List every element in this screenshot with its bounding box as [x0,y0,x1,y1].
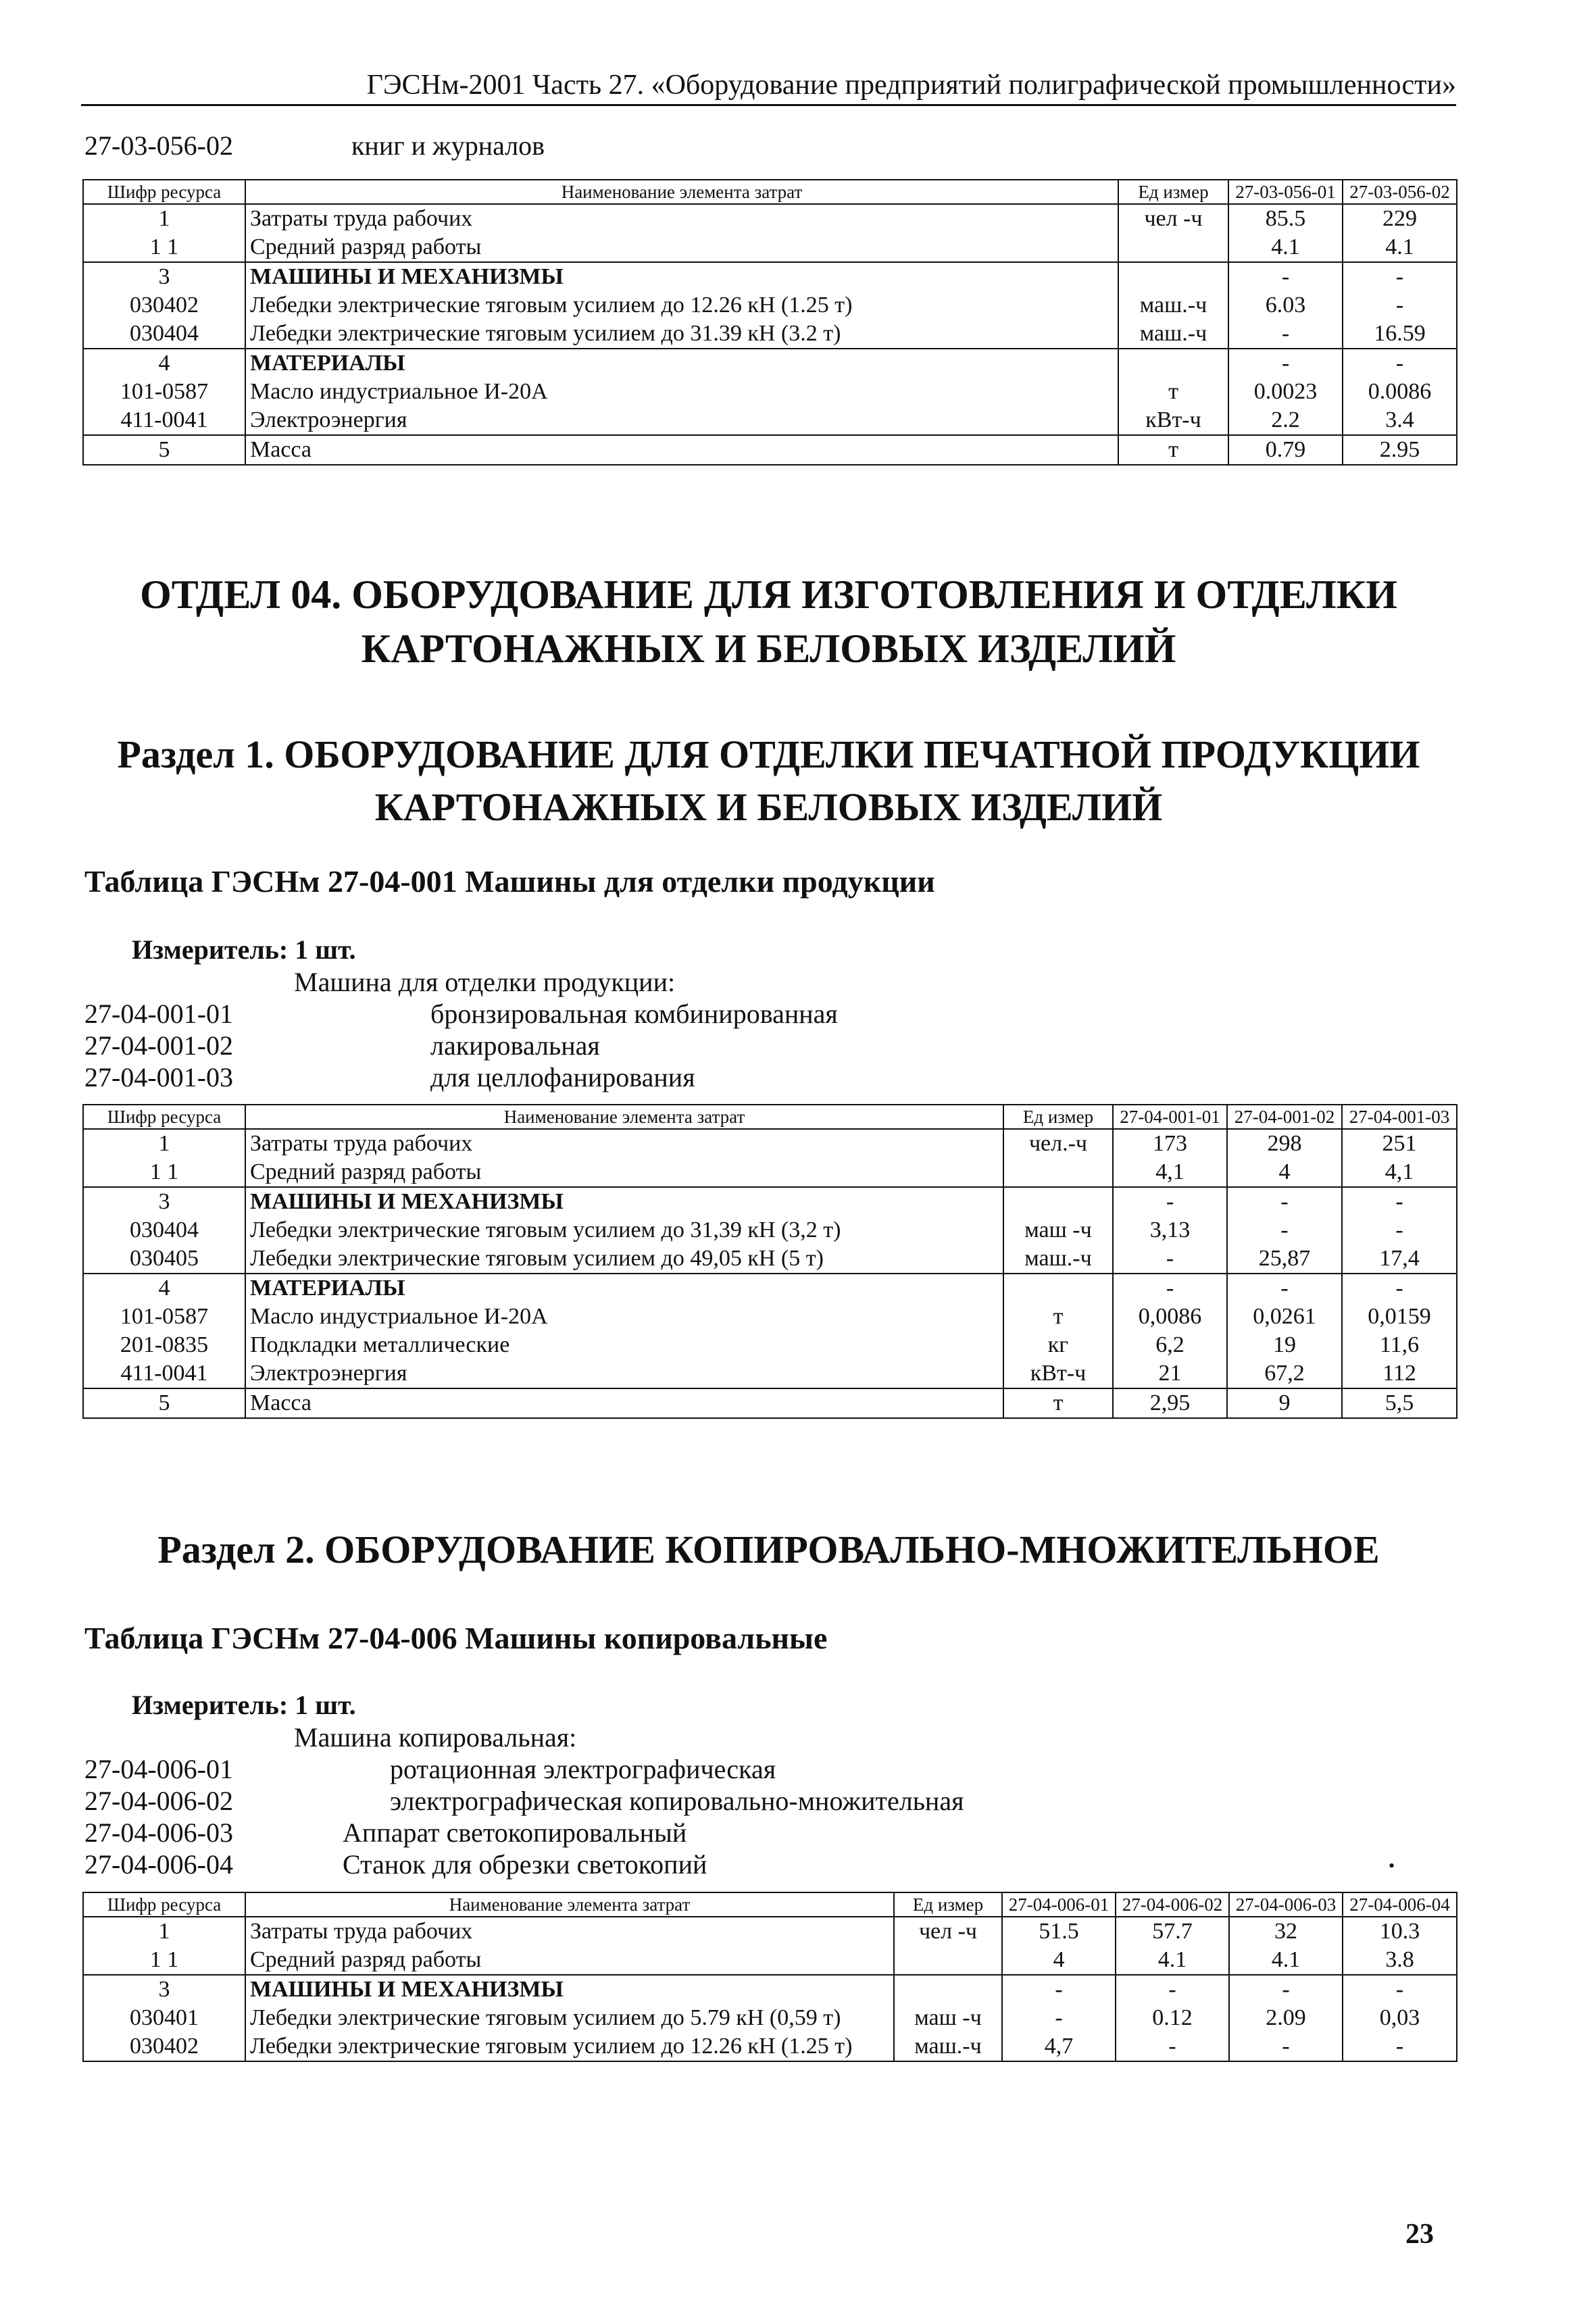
cost-element-cell: Средний разряд работы [245,1946,894,1975]
value-cell: 229 [1343,204,1457,233]
item-code: 27-04-006-01 [84,1754,233,1784]
unit-cell: т [1118,435,1228,465]
column-header: Наименование элемента затрат [245,180,1118,204]
value-cell: 51.5 [1002,1917,1116,1946]
table-row [83,2032,1457,2061]
resource-code-cell: 1 1 [83,233,245,262]
item-row [84,1817,964,1848]
value-cell: - [1116,1975,1229,2004]
value-cell: 0,0159 [1342,1303,1457,1331]
cost-element-cell: Масса [245,1388,1003,1418]
unit-cell: т [1118,378,1228,406]
table-row [83,1359,1457,1388]
item-name: лакировальная [430,1030,600,1061]
value-cell: 173 [1113,1129,1227,1158]
value-cell: - [1227,1216,1342,1244]
unit-cell: кВт-ч [1118,406,1228,435]
value-cell: - [1229,2032,1343,2061]
column-header: Наименование элемента затрат [245,1105,1003,1129]
value-cell: 4.1 [1343,233,1457,262]
value-cell: 4,7 [1002,2032,1116,2061]
item-name: Аппарат светокопировальный [343,1817,687,1848]
item-code: 27-04-006-04 [84,1849,233,1880]
resource-code-cell: 030405 [83,1244,245,1274]
value-cell: 19 [1227,1331,1342,1359]
unit-cell [894,1946,1002,1975]
resource-code-cell: 030402 [83,2032,245,2061]
unit-cell: маш -ч [894,2004,1002,2032]
value-cell: 11,6 [1342,1331,1457,1359]
resource-code-cell: 1 1 [83,1158,245,1187]
value-cell: 17,4 [1342,1244,1457,1274]
column-header: 27-04-001-02 [1227,1105,1342,1129]
value-cell: 4,1 [1113,1158,1227,1187]
value-cell: - [1227,1187,1342,1216]
value-cell: 6.03 [1228,291,1343,320]
value-cell: 0.0086 [1343,378,1457,406]
razdel-1-title-line-2: КАРТОНАЖНЫХ И БЕЛОВЫХ ИЗДЕЛИЙ [374,785,1163,829]
value-cell: - [1228,320,1343,349]
item-code: 27-04-001-02 [84,1030,233,1061]
resource-code-cell: 030402 [83,291,245,320]
cost-element-cell: Лебедки электрические тяговым усилием до 49,05 кН (5 т) [245,1244,1003,1274]
value-cell: 67,2 [1227,1359,1342,1388]
table-row [83,406,1457,435]
cost-element-cell: Лебедки электрические тяговым усилием до 31,39 кН (3,2 т) [245,1216,1003,1244]
table-2-title: Таблица ГЭСНм 27-04-006 Машины копировальные [84,1621,828,1655]
resource-code-cell: 030404 [83,1216,245,1244]
item-list-lead: Машина копировальная: [294,1722,577,1753]
cost-element-cell: Затраты труда рабочих [245,1917,894,1946]
value-cell: 2.95 [1343,435,1457,465]
value-cell: 21 [1113,1359,1227,1388]
table-1-meter-value: 1 шт. [295,934,356,965]
value-cell: 2.2 [1228,406,1343,435]
resource-code-cell: 3 [83,1187,245,1216]
resource-code-cell: 1 [83,1917,245,1946]
unit-cell: т [1003,1303,1113,1331]
value-cell: - [1342,1216,1457,1244]
table-1-meter-label: Измеритель: [132,934,289,965]
item-code: 27-04-006-02 [84,1786,233,1816]
header-row [83,180,1457,204]
table-1-item-list [84,966,838,1093]
column-header: 27-04-001-01 [1113,1105,1227,1129]
unit-cell: чел.-ч [1003,1129,1113,1158]
value-cell: 85.5 [1228,204,1343,233]
unit-cell [894,1975,1002,2004]
table-row [83,233,1457,262]
value-cell: - [1229,1975,1343,2004]
unit-cell [1118,262,1228,291]
value-cell: - [1343,2032,1457,2061]
item-name: ротационная электрографическая [390,1754,776,1784]
table-row [83,1158,1457,1187]
column-header: Шифр ресурса [83,180,245,204]
value-cell: - [1113,1274,1227,1303]
unit-cell: чел -ч [1118,204,1228,233]
value-cell: - [1343,291,1457,320]
cost-element-cell: МАШИНЫ И МЕХАНИЗМЫ [245,262,1118,291]
cost-element-cell: МАШИНЫ И МЕХАНИЗМЫ [245,1187,1003,1216]
cost-element-cell: Подкладки металлические [245,1331,1003,1359]
item-code: 27-04-001-03 [84,1062,233,1092]
value-cell: 0.0023 [1228,378,1343,406]
table-row [83,1244,1457,1274]
cost-element-cell: Затраты труда рабочих [245,1129,1003,1158]
value-cell: 0.79 [1228,435,1343,465]
column-header: Шифр ресурса [83,1105,245,1129]
cost-element-cell: МАТЕРИАЛЫ [245,349,1118,378]
value-cell: 4 [1002,1946,1116,1975]
razdel-1-title-line-1: Раздел 1. ОБОРУДОВАНИЕ ДЛЯ ОТДЕЛКИ ПЕЧАТНОЙ ПРОДУКЦИИ [117,732,1420,776]
item-name: Станок для обрезки светокопий [343,1849,707,1880]
item-name: для целлофанирования [430,1062,695,1092]
value-cell: 0.12 [1116,2004,1229,2032]
cost-element-cell: МАТЕРИАЛЫ [245,1274,1003,1303]
resource-code-cell: 101-0587 [83,1303,245,1331]
resource-code-cell: 030401 [83,2004,245,2032]
resource-code-cell: 1 [83,1129,245,1158]
column-header: 27-04-006-04 [1343,1892,1457,1917]
value-cell: 3.4 [1343,406,1457,435]
cost-element-cell: Электроэнергия [245,406,1118,435]
cost-element-cell: Лебедки электрические тяговым усилием до 12.26 кН (1.25 т) [245,2032,894,2061]
column-header: Ед измер [1118,180,1228,204]
value-cell: 2,95 [1113,1388,1227,1418]
column-header: Ед измер [1003,1105,1113,1129]
header-rule [81,104,1456,106]
item-code: 27-04-001-01 [84,999,233,1029]
value-cell: - [1343,262,1457,291]
unit-cell: маш.-ч [1003,1244,1113,1274]
resource-code-cell: 3 [83,262,245,291]
item-name: электрографическая копировально-множительная [390,1786,964,1816]
item-code: 27-04-006-03 [84,1817,233,1848]
resource-code-cell: 201-0835 [83,1331,245,1359]
value-cell: 298 [1227,1129,1342,1158]
column-header: Наименование элемента затрат [245,1892,894,1917]
resource-code-cell: 411-0041 [83,406,245,435]
table-row [83,320,1457,349]
value-cell: - [1002,2004,1116,2032]
item-row [84,1030,838,1061]
table-1-meter [132,934,356,965]
table-2-meter-label: Измеритель: [132,1690,289,1720]
value-cell: 4.1 [1228,233,1343,262]
value-cell: 2.09 [1229,2004,1343,2032]
value-cell: 5,5 [1342,1388,1457,1418]
value-cell: 57.7 [1116,1917,1229,1946]
table-row [83,378,1457,406]
resource-code-cell: 1 [83,204,245,233]
value-cell: 0,0086 [1113,1303,1227,1331]
cost-element-cell: Лебедки электрические тяговым усилием до 31.39 кН (3.2 т) [245,320,1118,349]
unit-cell [1003,1158,1113,1187]
value-cell: 4,1 [1342,1158,1457,1187]
value-cell: 4 [1227,1158,1342,1187]
razdel-2-title: Раздел 2. ОБОРУДОВАНИЕ КОПИРОВАЛЬНО-МНОЖИТЕЛЬНОЕ [157,1528,1380,1571]
table-row [83,1975,1457,2004]
column-header: 27-04-001-03 [1342,1105,1457,1129]
cost-element-cell: Лебедки электрические тяговым усилием до 12.26 кН (1.25 т) [245,291,1118,320]
value-cell: 112 [1342,1359,1457,1388]
column-header: 27-03-056-01 [1228,180,1343,204]
value-cell: 3,13 [1113,1216,1227,1244]
unit-cell: маш -ч [1003,1216,1113,1244]
value-cell: 4.1 [1116,1946,1229,1975]
prev-table-heading [84,130,545,161]
resource-code-cell: 3 [83,1975,245,2004]
table-2-resource-table [82,1892,1457,2062]
table-row [83,349,1457,378]
page-number: 23 [1405,2219,1434,2250]
column-header: 27-03-056-02 [1343,180,1457,204]
table-row [83,1187,1457,1216]
prev-table-name: книг и журналов [351,130,545,161]
prev-table-code: 27-03-056-02 [84,130,233,161]
otdel-title-line-1: ОТДЕЛ 04. ОБОРУДОВАНИЕ ДЛЯ ИЗГОТОВЛЕНИЯ И ОТДЕЛКИ [140,572,1397,617]
otdel-title [81,568,1456,676]
item-name: бронзировальная комбинированная [430,999,838,1029]
value-cell: - [1113,1244,1227,1274]
value-cell: - [1113,1187,1227,1216]
resource-code-cell: 1 1 [83,1946,245,1975]
unit-cell [1118,233,1228,262]
item-row [84,1785,964,1817]
unit-cell: маш.-ч [1118,320,1228,349]
unit-cell: маш.-ч [894,2032,1002,2061]
cost-element-cell: Масло индустриальное И-20А [245,1303,1003,1331]
table-row [83,1129,1457,1158]
item-row [84,1061,838,1093]
table-row [83,291,1457,320]
item-list-lead: Машина для отделки продукции: [294,967,676,997]
table-2-meter-value: 1 шт. [295,1690,356,1720]
item-row [84,998,838,1030]
value-cell: - [1343,1975,1457,2004]
value-cell: - [1343,349,1457,378]
item-row [84,1848,964,1880]
unit-cell [1003,1274,1113,1303]
cost-element-cell: Средний разряд работы [245,233,1118,262]
cost-element-cell: Масло индустриальное И-20А [245,378,1118,406]
unit-cell: чел -ч [894,1917,1002,1946]
column-header: 27-04-006-01 [1002,1892,1116,1917]
running-header: ГЭСНм-2001 Часть 27. «Оборудование предприятий полиграфической промышленности» [366,70,1456,101]
value-cell: 9 [1227,1388,1342,1418]
column-header: Шифр ресурса [83,1892,245,1917]
unit-cell: кг [1003,1331,1113,1359]
table-row [83,1917,1457,1946]
otdel-title-line-2: КАРТОНАЖНЫХ И БЕЛОВЫХ ИЗДЕЛИЙ [361,626,1176,671]
table-row [83,435,1457,465]
value-cell: - [1227,1274,1342,1303]
header-row [83,1105,1457,1129]
table-row [83,1216,1457,1244]
value-cell: - [1002,1975,1116,2004]
value-cell: 4.1 [1229,1946,1343,1975]
table-row [83,204,1457,233]
razdel-1-title [81,728,1456,834]
resource-code-cell: 411-0041 [83,1359,245,1388]
value-cell: - [1342,1274,1457,1303]
unit-cell [1003,1187,1113,1216]
table-row [83,262,1457,291]
table-2-meter [132,1689,356,1721]
cost-element-cell: Электроэнергия [245,1359,1003,1388]
table-1-resource-table [82,1104,1457,1419]
resource-code-cell: 5 [83,1388,245,1418]
item-row [84,1753,964,1785]
value-cell: 6,2 [1113,1331,1227,1359]
column-header: Ед измер [894,1892,1002,1917]
resource-code-cell: 5 [83,435,245,465]
cost-element-cell: Средний разряд работы [245,1158,1003,1187]
table-row [83,1331,1457,1359]
column-header: 27-04-006-03 [1229,1892,1343,1917]
cost-element-cell: Лебедки электрические тяговым усилием до 5.79 кН (0,59 т) [245,2004,894,2032]
unit-cell: маш.-ч [1118,291,1228,320]
cost-element-cell: МАШИНЫ И МЕХАНИЗМЫ [245,1975,894,2004]
value-cell: 0,03 [1343,2004,1457,2032]
value-cell: 32 [1229,1917,1343,1946]
resource-code-cell: 030404 [83,320,245,349]
value-cell: 251 [1342,1129,1457,1158]
cost-element-cell: Затраты труда рабочих [245,204,1118,233]
resource-code-cell: 4 [83,1274,245,1303]
unit-cell [1118,349,1228,378]
value-cell: 0,0261 [1227,1303,1342,1331]
table-2-item-list [84,1721,964,1880]
resource-code-cell: 4 [83,349,245,378]
value-cell: - [1116,2032,1229,2061]
table-row [83,1303,1457,1331]
resource-code-cell: 101-0587 [83,378,245,406]
table-row [83,1946,1457,1975]
table-row [83,2004,1457,2032]
header-row [83,1892,1457,1917]
stray-mark: • [1389,1856,1395,1876]
table-row [83,1274,1457,1303]
prev-resource-table [82,179,1457,466]
value-cell: - [1228,262,1343,291]
value-cell: - [1342,1187,1457,1216]
unit-cell: кВт-ч [1003,1359,1113,1388]
value-cell: 3.8 [1343,1946,1457,1975]
column-header: 27-04-006-02 [1116,1892,1229,1917]
value-cell: 16.59 [1343,320,1457,349]
cost-element-cell: Масса [245,435,1118,465]
value-cell: 10.3 [1343,1917,1457,1946]
value-cell: 25,87 [1227,1244,1342,1274]
value-cell: - [1228,349,1343,378]
unit-cell: т [1003,1388,1113,1418]
table-row [83,1388,1457,1418]
table-1-title: Таблица ГЭСНм 27-04-001 Машины для отделки продукции [84,864,935,899]
